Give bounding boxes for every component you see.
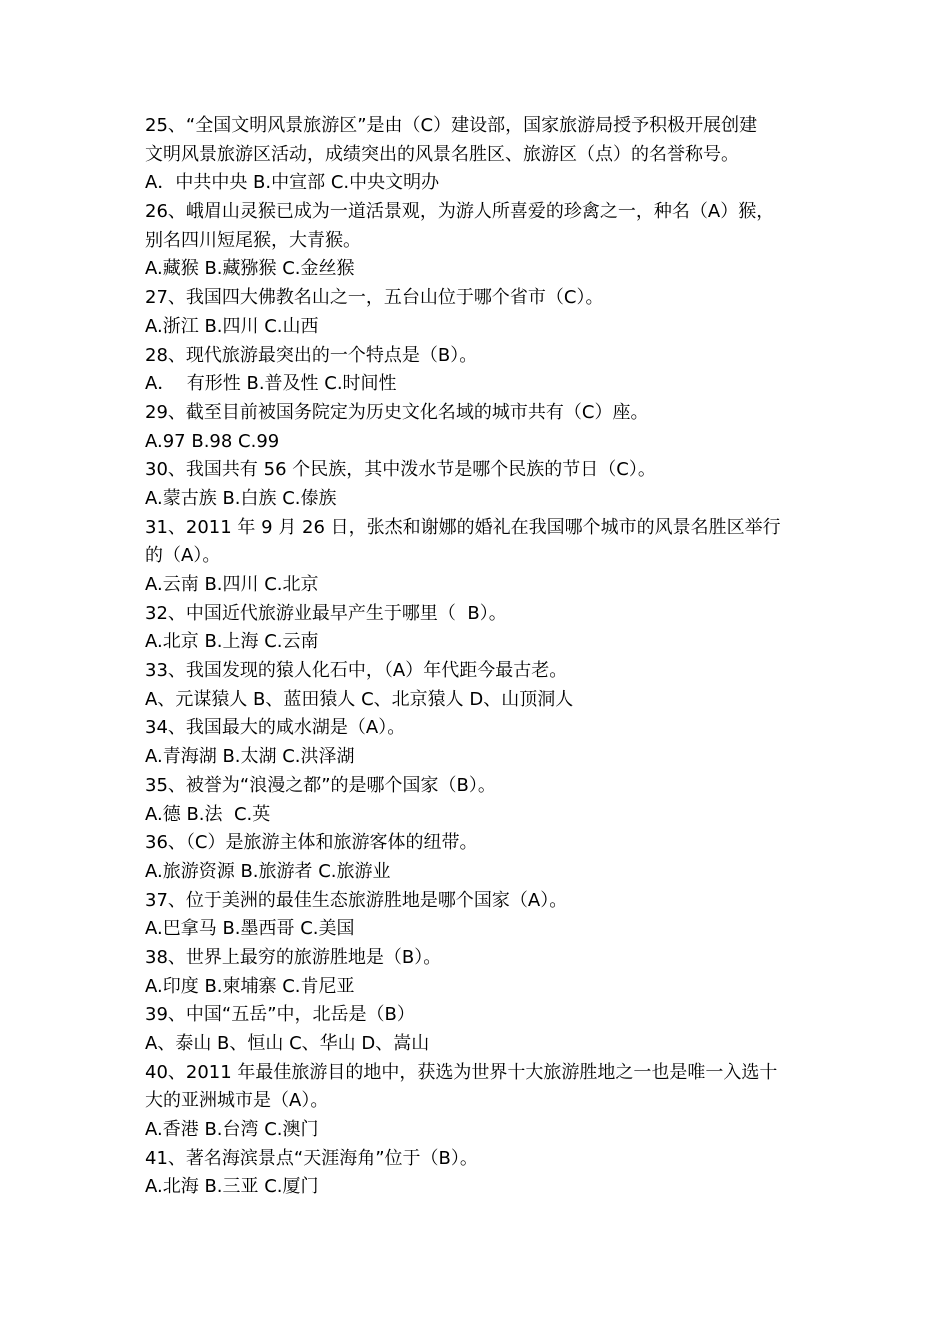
text-line: 38、世界上最穷的旅游胜地是（B）。 xyxy=(145,946,442,968)
text-line: 31、2011 年 9 月 26 日，张杰和谢娜的婚礼在我国哪个城市的风景名胜区举行 xyxy=(145,516,781,538)
text-line: 大的亚洲城市是（A）。 xyxy=(145,1090,329,1112)
text-line: 33、我国发现的猿人化石中，（A）年代距今最古老。 xyxy=(145,660,568,682)
text-line: A.97 B.98 C.99 xyxy=(145,430,280,452)
text-line: A.蒙古族 B.白族 C.傣族 xyxy=(145,487,337,509)
text-line: A． 有形性 B.普及性 C.时间性 xyxy=(145,373,397,395)
text-line: A.印度 B.柬埔寨 C.肯尼亚 xyxy=(145,975,355,997)
text-line: 32、中国近代旅游业最早产生于哪里（ B）。 xyxy=(145,602,507,624)
text-line: A.北京 B.上海 C.云南 xyxy=(145,631,319,653)
text-line: 36、（C）是旅游主体和旅游客体的纽带。 xyxy=(145,832,478,854)
text-line: 28、现代旅游最突出的一个特点是（B）。 xyxy=(145,344,478,366)
question-text-block xyxy=(145,112,810,1202)
text-line: A.藏猴 B.藏猕猴 C.金丝猴 xyxy=(145,258,355,280)
text-line: A、元谋猿人 B、蓝田猿人 C、北京猿人 D、山顶洞人 xyxy=(145,688,574,710)
text-line: A.青海湖 B.太湖 C.洪泽湖 xyxy=(145,746,355,768)
text-line: 40、2011 年最佳旅游目的地中，获选为世界十大旅游胜地之一也是唯一入选十 xyxy=(145,1061,778,1083)
text-line: 别名四川短尾猴，大青猴。 xyxy=(145,229,361,251)
text-line: 37、位于美洲的最佳生态旅游胜地是哪个国家（A）。 xyxy=(145,889,568,911)
text-line: A、泰山 B、恒山 C、华山 D、嵩山 xyxy=(145,1033,430,1054)
text-line: A.浙江 B.四川 C.山西 xyxy=(145,315,319,337)
text-line: 的（A）。 xyxy=(145,545,221,567)
text-line: 25、“全国文明风景旅游区”是由（C）建设部，国家旅游局授予积极开展创建 xyxy=(145,115,758,136)
text-line: 29、截至目前被国务院定为历史文化名域的城市共有（C）座。 xyxy=(145,401,649,423)
text-line: A.德 B.法 C.英 xyxy=(145,803,271,825)
text-line: 34、我国最大的咸水湖是（A）。 xyxy=(145,717,406,739)
text-line: A.旅游资源 B.旅游者 C.旅游业 xyxy=(145,860,391,882)
text-line: 30、我国共有 56 个民族，其中泼水节是哪个民族的节日（C）。 xyxy=(145,459,656,481)
text-line: A.云南 B.四川 C.北京 xyxy=(145,574,319,595)
text-line: 35、被誉为“浪漫之都”的是哪个国家（B）。 xyxy=(145,774,496,796)
text-line: A.巴拿马 B.墨西哥 C.美国 xyxy=(145,918,355,940)
text-line: A.香港 B.台湾 C.澳门 xyxy=(145,1119,319,1141)
text-line: 27、我国四大佛教名山之一，五台山位于哪个省市（C）。 xyxy=(145,287,604,309)
text-line: 26、峨眉山灵猴已成为一道活景观，为游人所喜爱的珍禽之一，种名（A）猴， xyxy=(145,201,775,223)
text-line: 41、著名海滨景点“天涯海角”位于（B）。 xyxy=(145,1147,478,1169)
text-line: A.北海 B.三亚 C.厦门 xyxy=(145,1176,319,1198)
text-line: 39、中国“五岳”中，北岳是（B） xyxy=(145,1004,415,1026)
text-line: 文明风景旅游区活动，成绩突出的风景名胜区、旅游区（点）的名誉称号。 xyxy=(145,143,739,165)
text-line: A．中共中央 B.中宣部 C.中央文明办 xyxy=(145,172,440,194)
